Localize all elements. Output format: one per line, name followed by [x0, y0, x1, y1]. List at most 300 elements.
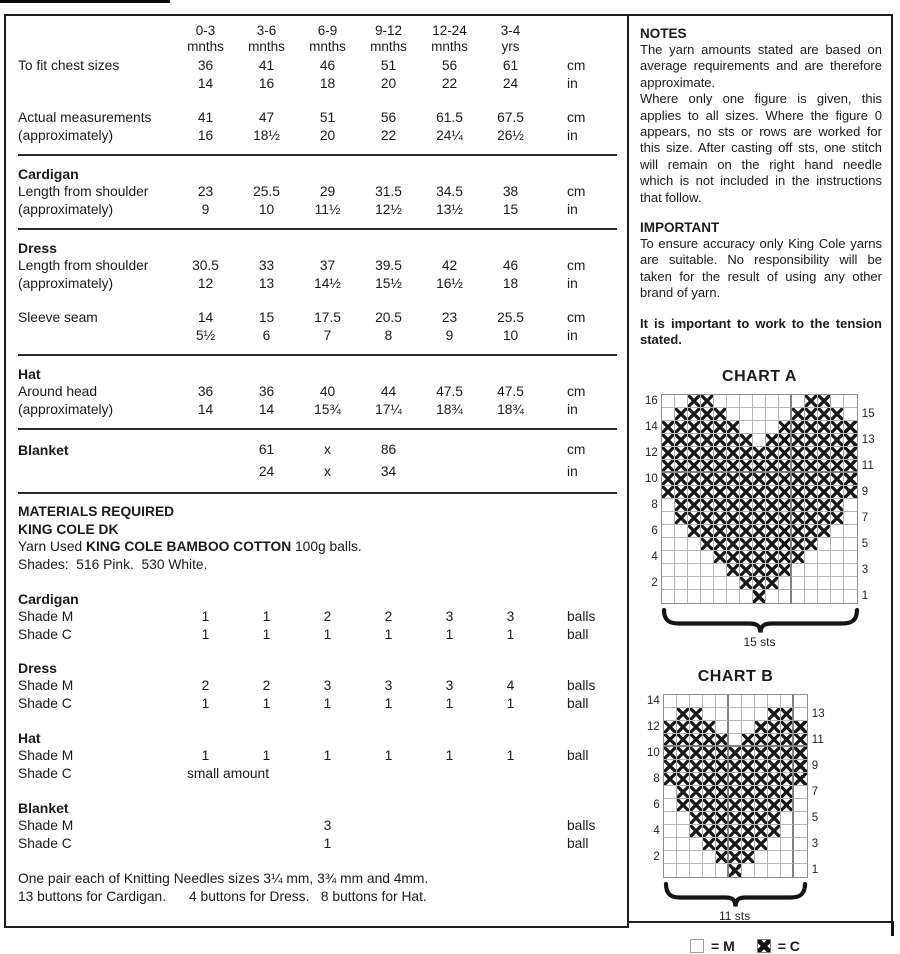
- chart-cell: [729, 734, 742, 747]
- chart-cell: [716, 864, 729, 877]
- chart-cell: [662, 512, 675, 525]
- size-column-header: [419, 23, 480, 57]
- size-value: x: [324, 464, 331, 479]
- size-value: 41: [258, 58, 275, 73]
- unit-label: cm: [567, 442, 586, 457]
- table-row: [18, 439, 619, 461]
- size-value: 56: [441, 58, 458, 73]
- header-line1: 6-9: [317, 23, 338, 38]
- chart-cell-x: [779, 499, 792, 512]
- chart-row-number: [862, 421, 875, 434]
- chart-cell: [690, 851, 703, 864]
- size-value: 3: [445, 678, 454, 693]
- unit-label: ball: [567, 836, 589, 851]
- chart-cell-x: [727, 499, 740, 512]
- chart-grid: [661, 394, 858, 604]
- chart-cell: [844, 551, 857, 564]
- header-line2: mnths: [187, 39, 224, 54]
- chart-cell-x: [792, 421, 805, 434]
- chart-cell-x: [714, 551, 727, 564]
- size-column-header: [480, 23, 541, 57]
- size-value: 47.5: [497, 384, 524, 399]
- unit-label: balls: [567, 609, 596, 624]
- table-row: [18, 327, 619, 345]
- row-label: [18, 75, 175, 93]
- row-label: (approximately): [18, 202, 114, 217]
- chart-cell-x: [714, 538, 727, 551]
- size-value: 3: [384, 678, 393, 693]
- chart-cell-x: [727, 538, 740, 551]
- size-value: 61: [502, 58, 519, 73]
- table-row: [18, 127, 619, 145]
- chart-cell-x: [818, 473, 831, 486]
- size-value: 37: [319, 258, 336, 273]
- table-row: [18, 183, 619, 201]
- chart-b-title: CHART B: [697, 667, 774, 685]
- size-value: 30.5: [192, 258, 219, 273]
- size-value: 22: [380, 128, 397, 143]
- chart-cell: [675, 525, 688, 538]
- chart-row-number: 9: [861, 485, 869, 498]
- chart-cell: [753, 434, 766, 447]
- chart-cell: [662, 551, 675, 564]
- unit-label: balls: [567, 818, 596, 833]
- chart-cell-x: [805, 395, 818, 408]
- chart-cell-x: [768, 721, 781, 734]
- chart-cell-x: [664, 760, 677, 773]
- chart-cell-x: [662, 434, 675, 447]
- chart-cell-x: [779, 551, 792, 564]
- table-row: [18, 201, 619, 219]
- section-title-row: [18, 590, 619, 608]
- unit-label: in: [567, 202, 578, 217]
- chart-b-stitch-count: 11 sts: [718, 908, 751, 923]
- size-value: 14: [258, 402, 275, 417]
- chart-cell-x: [766, 525, 779, 538]
- size-value: 23: [197, 184, 214, 199]
- size-column-header: [236, 23, 297, 57]
- chart-cell-x: [753, 512, 766, 525]
- chart-cell: [740, 590, 753, 603]
- size-value: 1: [262, 627, 271, 642]
- chart-cell: [768, 838, 781, 851]
- section-divider: [18, 492, 617, 494]
- chart-cell: [729, 721, 742, 734]
- table-row: [18, 626, 619, 644]
- size-value: 42: [441, 258, 458, 273]
- row-label: Shade C: [18, 766, 72, 781]
- chart-cell: [831, 590, 844, 603]
- row-label: Length from shoulder: [18, 184, 149, 199]
- text-segment: Shades: 516 Pink. 530 White.: [18, 556, 208, 572]
- chart-cell-x: [768, 799, 781, 812]
- chart-cell-x: [701, 460, 714, 473]
- chart-cell: [727, 395, 740, 408]
- chart-row-number: [645, 434, 658, 447]
- chart-cell-x: [740, 473, 753, 486]
- chart-cell-x: [675, 499, 688, 512]
- chart-cell: [740, 395, 753, 408]
- size-value: 86: [380, 442, 397, 457]
- chart-cell: [844, 512, 857, 525]
- table-row: [18, 747, 619, 765]
- chart-cell: [753, 395, 766, 408]
- size-value: 4: [506, 678, 515, 693]
- chart-cell-x: [688, 434, 701, 447]
- chart-a-title: CHART A: [722, 367, 797, 385]
- spacer: [18, 853, 619, 870]
- legend-m-label: = M: [711, 937, 735, 954]
- chart-cell: [727, 577, 740, 590]
- chart-row-number: 11: [861, 459, 874, 472]
- chart-cell: [794, 695, 807, 708]
- chart-cell-x: [703, 747, 716, 760]
- chart-row-number: 5: [811, 811, 819, 824]
- chart-row-number: 4: [653, 824, 660, 837]
- chart-cell-x: [792, 551, 805, 564]
- header-line2: mnths: [370, 39, 407, 54]
- size-value: 1: [445, 748, 454, 763]
- section-title-row: [18, 239, 619, 257]
- chart-cell-x: [779, 486, 792, 499]
- size-value: 16½: [436, 276, 463, 291]
- chart-cell: [781, 812, 794, 825]
- chart-cell-x: [766, 447, 779, 460]
- chart-cell-x: [742, 825, 755, 838]
- chart-cell-x: [753, 538, 766, 551]
- chart-cell-x: [677, 708, 690, 721]
- size-value: 33: [258, 258, 275, 273]
- size-value: 12½: [375, 202, 402, 217]
- chart-cell-x: [753, 473, 766, 486]
- chart-cell: [727, 408, 740, 421]
- chart-grid: [663, 694, 808, 878]
- chart-cell-x: [831, 473, 844, 486]
- size-value: 10: [258, 202, 275, 217]
- chart-cell: [675, 538, 688, 551]
- chart-cell-x: [818, 421, 831, 434]
- chart-cell-x: [727, 486, 740, 499]
- chart-cell-x: [805, 460, 818, 473]
- chart-row-number: [812, 851, 825, 864]
- chart-cell: [781, 825, 794, 838]
- chart-row-number: 3: [811, 837, 819, 850]
- chart-cell-x: [818, 499, 831, 512]
- chart-cell-x: [714, 408, 727, 421]
- row-label: Shade M: [18, 678, 74, 693]
- size-value: [236, 817, 297, 835]
- chart-cell: [688, 551, 701, 564]
- size-value: 18¾: [497, 402, 524, 417]
- size-value: 18¾: [436, 402, 463, 417]
- row-label: (approximately): [18, 128, 114, 143]
- table-row: [18, 309, 619, 327]
- chart-row-number: [862, 473, 875, 486]
- chart-cell-x: [664, 721, 677, 734]
- chart-row-number: [645, 408, 658, 421]
- chart-cell: [831, 525, 844, 538]
- chart-cell-x: [805, 512, 818, 525]
- chart-cell-x: [805, 434, 818, 447]
- chart-cell-x: [781, 721, 794, 734]
- chart-cell-x: [781, 786, 794, 799]
- chart-cell-x: [768, 708, 781, 721]
- chart-cell-x: [753, 460, 766, 473]
- text-bold-segment: KING COLE DK: [18, 521, 119, 537]
- chart-cell-x: [831, 460, 844, 473]
- chart-cell-x: [779, 447, 792, 460]
- chart-cell: [662, 395, 675, 408]
- unit-label: in: [567, 276, 578, 291]
- chart-cell-x: [753, 564, 766, 577]
- chart-cell: [766, 590, 779, 603]
- table-row: [18, 608, 619, 626]
- size-value: 15: [258, 310, 275, 325]
- chart-cell: [794, 799, 807, 812]
- row-label: Sleeve seam: [18, 310, 98, 325]
- chart-cell: [805, 577, 818, 590]
- row-label: (approximately): [18, 276, 114, 291]
- chart-row-number: 6: [651, 524, 658, 537]
- chart-row-number: [812, 799, 825, 812]
- chart-cell-x: [755, 786, 768, 799]
- size-value: 1: [506, 627, 515, 642]
- size-value: [419, 817, 480, 835]
- chart-cell-x: [701, 395, 714, 408]
- size-value: 24: [258, 464, 275, 479]
- chart-cell-x: [831, 447, 844, 460]
- chart-cell: [675, 395, 688, 408]
- chart-cell: [664, 812, 677, 825]
- chart-cell: [844, 525, 857, 538]
- chart-cell-x: [831, 434, 844, 447]
- size-value: 2: [201, 678, 210, 693]
- size-value: [419, 461, 480, 483]
- chart-row-number: [647, 734, 660, 747]
- text-segment: 13 buttons for Cardigan. 4 buttons for Dress. 8 buttons for Hat.: [18, 888, 427, 904]
- row-label: Shade C: [18, 696, 72, 711]
- chart-row-number: [812, 773, 825, 786]
- size-value: 15¾: [314, 402, 341, 417]
- size-value: 16: [258, 76, 275, 91]
- size-column-header: [297, 23, 358, 57]
- row-label: Blanket: [18, 442, 69, 458]
- size-value: 9: [201, 202, 210, 217]
- chart-cell-x: [690, 773, 703, 786]
- chart-cell-x: [727, 421, 740, 434]
- chart-cell-x: [701, 434, 714, 447]
- size-value: 14: [197, 402, 214, 417]
- chart-cell: [794, 838, 807, 851]
- chart-cell-x: [781, 799, 794, 812]
- chart-cell-x: [755, 812, 768, 825]
- chart-cell-x: [768, 760, 781, 773]
- chart-cell-x: [677, 747, 690, 760]
- chart-cell: [662, 577, 675, 590]
- size-value: [480, 817, 541, 835]
- chart-cell-x: [794, 734, 807, 747]
- section-title-row: [18, 365, 619, 383]
- chart-cell-x: [792, 434, 805, 447]
- row-label: Shade M: [18, 609, 74, 624]
- size-value: 67.5: [497, 110, 524, 125]
- size-value: [480, 461, 541, 483]
- size-value: 14½: [314, 276, 341, 291]
- chart-cell-x: [716, 773, 729, 786]
- chart-row-number: 13: [811, 707, 825, 720]
- chart-cell: [675, 551, 688, 564]
- size-value: 47.5: [436, 384, 463, 399]
- size-value: 20: [319, 128, 336, 143]
- chart-cell-x: [766, 499, 779, 512]
- size-value: 24: [502, 76, 519, 91]
- chart-cell-x: [818, 512, 831, 525]
- table-row: [18, 275, 619, 293]
- size-value: [175, 461, 236, 483]
- unit-label: cm: [567, 110, 586, 125]
- chart-row-number: [862, 447, 875, 460]
- size-value: 5½: [195, 328, 216, 343]
- chart-cell-x: [740, 460, 753, 473]
- size-value: 25.5: [497, 310, 524, 325]
- chart-cell-x: [779, 460, 792, 473]
- chart-cell-x: [716, 747, 729, 760]
- chart-cell-x: [766, 473, 779, 486]
- chart-cell-x: [768, 786, 781, 799]
- unit-label: in: [567, 402, 578, 417]
- chart-cell: [794, 864, 807, 877]
- chart-row-number: 11: [811, 733, 824, 746]
- chart-cell-x: [677, 721, 690, 734]
- unit-label: ball: [567, 696, 589, 711]
- chart-cell-x: [818, 395, 831, 408]
- chart-cell-x: [740, 499, 753, 512]
- size-value: 13½: [436, 202, 463, 217]
- size-value: 3: [323, 678, 332, 693]
- chart-cell-x: [727, 473, 740, 486]
- size-value: 15½: [375, 276, 402, 291]
- chart-cell-x: [714, 421, 727, 434]
- chart-cell: [818, 590, 831, 603]
- chart-cell-x: [690, 734, 703, 747]
- text-bold-segment: KING COLE BAMBOO COTTON: [86, 539, 292, 554]
- size-value: 1: [323, 748, 332, 763]
- chart-cell: [727, 590, 740, 603]
- text-line: [18, 556, 619, 574]
- chart-row-number: 2: [653, 850, 660, 863]
- chart-left-row-numbers: [647, 694, 663, 877]
- notes-title: NOTES: [640, 26, 687, 41]
- chart-cell: [662, 408, 675, 421]
- chart-cell-x: [755, 734, 768, 747]
- chart-cell-x: [675, 473, 688, 486]
- chart-cell-x: [742, 786, 755, 799]
- header-line1: 12-24: [432, 23, 467, 38]
- chart-cell: [818, 551, 831, 564]
- chart-cell: [688, 564, 701, 577]
- row-span-value: small amount: [187, 766, 270, 781]
- chart-row-number: 6: [653, 798, 660, 811]
- chart-cell: [831, 564, 844, 577]
- size-value: 12: [197, 276, 214, 291]
- chart-cell-x: [714, 473, 727, 486]
- chart-cell: [703, 864, 716, 877]
- chart-cell-x: [742, 760, 755, 773]
- chart-cell-x: [664, 734, 677, 747]
- chart-cell-x: [779, 473, 792, 486]
- section-title: Blanket: [18, 800, 69, 816]
- chart-cell: [831, 577, 844, 590]
- chart-cell-x: [766, 486, 779, 499]
- size-value: 36: [258, 384, 275, 399]
- row-label: [18, 461, 175, 483]
- chart-cell: [688, 538, 701, 551]
- table-row: [18, 695, 619, 713]
- table-row: [18, 461, 619, 483]
- chart-a-grid: [645, 394, 874, 604]
- size-value: 18: [502, 276, 519, 291]
- chart-cell: [805, 564, 818, 577]
- chart-cell-x: [675, 512, 688, 525]
- chart-cell-x: [716, 799, 729, 812]
- size-value: 18: [319, 76, 336, 91]
- size-value: 61: [258, 442, 275, 457]
- chart-row-number: [647, 864, 660, 877]
- chart-cell: [677, 825, 690, 838]
- chart-cell-x: [688, 473, 701, 486]
- chart-cell-x: [805, 538, 818, 551]
- chart-cell-x: [703, 825, 716, 838]
- chart-cell-x: [688, 486, 701, 499]
- sizes-materials-panel: [4, 14, 629, 928]
- chart-row-number: 12: [645, 446, 658, 459]
- chart-cell: [729, 708, 742, 721]
- chart-cell: [755, 851, 768, 864]
- size-value: [175, 817, 236, 835]
- chart-cell-x: [714, 460, 727, 473]
- chart-cell: [781, 838, 794, 851]
- chart-cell-x: [701, 538, 714, 551]
- chart-cell: [664, 864, 677, 877]
- chart-cell-x: [766, 564, 779, 577]
- unit-label: cm: [567, 184, 586, 199]
- section-title: Dress: [18, 660, 57, 676]
- size-value: 1: [262, 609, 271, 624]
- size-value: 1: [323, 836, 332, 851]
- chart-cell-x: [716, 838, 729, 851]
- chart-cell-x: [779, 564, 792, 577]
- header-line2: yrs: [501, 39, 520, 54]
- chart-cell-x: [677, 773, 690, 786]
- chart-cell-x: [703, 734, 716, 747]
- chart-cell-x: [703, 786, 716, 799]
- row-label: Around head: [18, 384, 98, 399]
- chart-cell-x: [690, 786, 703, 799]
- chart-cell: [714, 564, 727, 577]
- chart-cell: [716, 708, 729, 721]
- chart-cell: [766, 395, 779, 408]
- chart-cell-x: [662, 473, 675, 486]
- size-value: 8: [384, 328, 393, 343]
- chart-cell: [701, 577, 714, 590]
- chart-cell-x: [727, 512, 740, 525]
- chart-cell-x: [677, 786, 690, 799]
- size-value: 1: [384, 748, 393, 763]
- chart-cell-x: [779, 525, 792, 538]
- chart-cell-x: [701, 421, 714, 434]
- size-value: 1: [506, 748, 515, 763]
- chart-row-number: 5: [861, 537, 869, 550]
